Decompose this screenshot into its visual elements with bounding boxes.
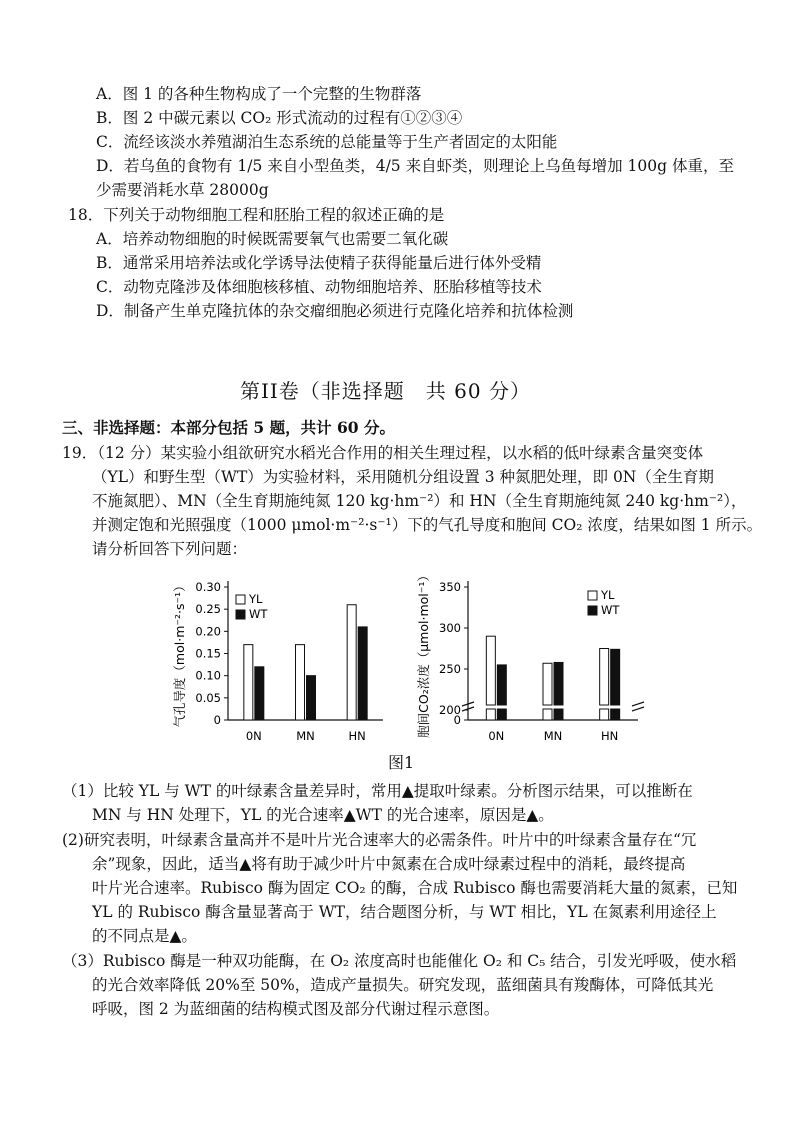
q19-part2-line5: 的不同点是▲。 [92,927,197,945]
figure-1-caption: 图1 [388,753,415,772]
y-axis-label: 气孔导度（mol·m⁻²·s⁻¹） [172,579,187,728]
legend-label-yl: YL [601,588,615,602]
bar-wt-mn [307,676,316,720]
bar-yl-mn [543,663,552,705]
y-tick-label: 200 [439,703,461,717]
legend-swatch-wt [236,610,245,619]
q18-option-c: C．动物克隆涉及体细胞核移植、动物细胞培养、胚胎移植等技术 [96,278,542,296]
q18-option-d: D．制备产生单克隆抗体的杂交瘤细胞必须进行克隆化培养和抗体检测 [96,302,574,320]
axis-break-right [632,702,644,711]
legend-swatch-wt [588,606,597,615]
legend-label-wt: WT [601,603,620,617]
y-tick-label: 300 [439,621,461,635]
x-tick-label: MN [543,729,563,743]
q17-option-b: B．图 2 中碳元素以 CO₂ 形式流动的过程有①②③④ [96,109,463,127]
section-intro: 三、非选择题：本部分包括 5 题，共计 60 分。 [62,418,395,437]
legend-label-wt: WT [249,607,268,621]
q19-part2-line3: 叶片光合速率。Rubisco 酶为固定 CO₂ 的酶，合成 Rubisco 酶也需要消耗大量的氮素，已知 [92,879,738,897]
y-tick-label: 0 [453,713,461,727]
bar-stub-wt-hn [611,709,620,720]
q19-part1-line1: （1）比较 YL 与 WT 的叶绿素含量差异时，常用▲提取叶绿素。分析图示结果，可以推断在 [62,782,693,800]
y-tick-label: 0.20 [195,624,221,639]
figure-1 [170,565,660,765]
q19-line-5: 请分析回答下列问题： [92,540,248,558]
section-title: 第II卷（非选择题 共 60 分） [240,379,531,403]
q18-stem: 18．下列关于动物细胞工程和胚胎工程的叙述正确的是 [68,206,445,224]
x-tick-label: 0N [245,729,262,743]
q17-option-d: D．若乌鱼的食物有 1/5 来自小型鱼类，4/5 来自虾类，则理论上乌鱼每增加 100g 体重，至 [96,157,734,175]
legend-label-yl: YL [249,592,263,606]
q18-option-a: A．培养动物细胞的时候既需要氧气也需要二氧化碳 [96,230,449,248]
q18-option-b: B．通常采用培养法或化学诱导法使精子获得能量后进行体外受精 [96,254,542,272]
q19-line-2: （YL）和野生型（WT）为实验材料，采用随机分组设置 3 种氮肥处理，即 0N（全生育期 [92,468,714,486]
y-tick-label: 0 [213,713,221,727]
q19-part3-line3: 呼吸，图 2 为蓝细菌的结构模式图及部分代谢过程示意图。 [92,1000,500,1018]
bar-stub-yl-0n [486,709,495,720]
y-tick-label: 0.30 [195,580,221,594]
bar-stub-yl-hn [600,709,609,720]
q19-line-4: 并测定饱和光照强度（1000 μmol·m⁻²·s⁻¹）下的气孔导度和胞间 CO₂ 浓度，结果如图 1 所示。 [92,516,763,534]
y-tick-label: 0.25 [195,602,221,617]
bar-yl-hn [347,605,356,720]
q19-part2-line2: 余”现象，因此，适当▲将有助于减少叶片中氮素在合成叶绿素过程中的消耗，最终提高 [92,855,686,873]
q19-line-1: 19．（12 分）某实验小组欲研究水稻光合作用的相关生理过程，以水稻的低叶绿素含量突变体 [62,444,704,462]
q19-line-3: 不施氮肥）、MN（全生育期施纯氮 120 kg·hm⁻²）和 HN（全生育期施纯氮 240 kg·hm⁻²）， [92,492,747,510]
q19-part3-line1: （3）Rubisco 酶是一种双功能酶，在 O₂ 浓度高时也能催化 O₂ 和 C₅ 结合，引发光呼吸，使水稻 [62,952,737,970]
y-tick-label: 250 [439,662,461,676]
q19-part2-line1: (2)研究表明，叶绿素含量高并不是叶片光合速率大的必需条件。叶片中的叶绿素含量存在“冗 [62,831,697,849]
x-tick-label: MN [296,729,315,743]
q17-option-c: C．流经该淡水养殖湖泊生态系统的总能量等于生产者固定的太阳能 [96,133,558,151]
bar-stub-wt-mn [554,709,563,720]
bar-stub-yl-mn [543,709,552,720]
legend-swatch-yl [588,591,597,600]
bar-wt-mn [554,662,563,705]
chart-intercellular-co2 [416,569,644,743]
bar-yl-mn [296,645,305,720]
chart-stomatal-conductance [172,579,383,743]
q17-option-a: A．图 1 的各种生物构成了一个完整的生物群落 [96,85,422,103]
bar-yl-0n [244,645,253,720]
x-tick-label: HN [601,729,619,743]
bar-yl-0n [486,636,495,705]
y-tick-label: 0.05 [195,690,221,705]
y-tick-label: 0.15 [195,646,221,661]
q19-part1-line2: MN 与 HN 处理下，YL 的光合速率▲WT 的光合速率，原因是▲。 [92,806,554,824]
q17-option-d-cont: 少需要消耗水草 28000g [96,181,269,199]
x-tick-label: 0N [488,729,505,743]
bar-wt-hn [358,627,367,720]
q19-part2-line4: YL 的 Rubisco 酶含量显著高于 WT，结合题图分析，与 WT 相比，YL 在氮素利用途径上 [92,903,717,921]
bar-wt-0n [497,665,506,705]
x-tick-label: HN [348,729,366,743]
y-tick-label: 350 [439,580,461,594]
legend-swatch-yl [236,595,245,604]
bar-wt-0n [255,667,264,720]
q19-part3-line2: 的光合效率降低 20%至 50%，造成产量损失。研究发现，蓝细菌具有羧酶体，可降低其光 [92,976,714,994]
bar-wt-hn [611,649,620,705]
bar-yl-hn [600,649,609,706]
y-tick-label: 0.10 [195,668,221,683]
bar-stub-wt-0n [497,709,506,720]
y-axis-label: 胞间CO₂浓度（μmol·mol⁻¹） [416,569,431,738]
